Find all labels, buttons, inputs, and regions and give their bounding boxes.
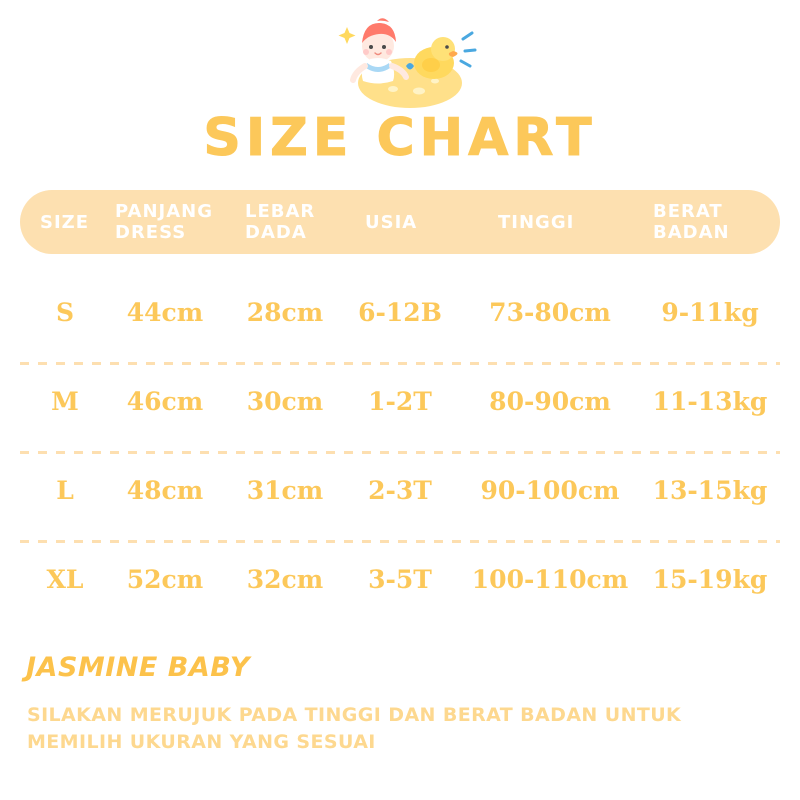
cell-tinggi: 80-90cm bbox=[489, 387, 611, 416]
table-row bbox=[20, 276, 780, 365]
cell-lebar-dada: 31cm bbox=[246, 476, 324, 505]
column-header-size bbox=[40, 212, 89, 233]
cell-berat-badan: 13-15kg bbox=[652, 476, 768, 505]
table-header-bar bbox=[20, 190, 780, 254]
column-header-usia-line1: USIA bbox=[365, 212, 418, 233]
column-header-lebar-dada-line1: LEBAR bbox=[245, 201, 316, 222]
brand-name: JASMINE BABY bbox=[26, 652, 250, 683]
cell-panjang-dress: 44cm bbox=[126, 298, 204, 327]
cell-size: L bbox=[56, 476, 74, 505]
cell-usia: 2-3T bbox=[368, 476, 432, 505]
column-header-tinggi-line1: TINGGI bbox=[498, 212, 575, 233]
cell-lebar-dada: 28cm bbox=[246, 298, 324, 327]
column-header-size-line1: SIZE bbox=[40, 212, 90, 233]
table-row bbox=[20, 543, 780, 632]
cell-usia: 3-5T bbox=[368, 565, 432, 594]
cell-lebar-dada: 32cm bbox=[246, 565, 324, 594]
cell-panjang-dress: 46cm bbox=[126, 387, 204, 416]
cell-tinggi: 90-100cm bbox=[480, 476, 620, 505]
column-header-berat-badan bbox=[653, 201, 730, 243]
cell-berat-badan: 9-11kg bbox=[661, 298, 759, 327]
cell-tinggi: 73-80cm bbox=[489, 298, 611, 327]
page-title: SIZE CHART bbox=[203, 108, 597, 168]
baby-with-duck-illustration bbox=[0, 6, 800, 111]
column-header-lebar-dada bbox=[245, 201, 315, 243]
cell-usia: 6-12B bbox=[358, 298, 442, 327]
cell-tinggi: 100-110cm bbox=[471, 565, 629, 594]
table-row bbox=[20, 454, 780, 543]
column-header-panjang-dress bbox=[115, 201, 213, 243]
cell-berat-badan: 11-13kg bbox=[652, 387, 768, 416]
cell-usia: 1-2T bbox=[368, 387, 432, 416]
column-header-panjang-dress-line1: PANJANG bbox=[115, 201, 214, 222]
column-header-panjang-dress-line2: DRESS bbox=[115, 222, 187, 243]
cell-lebar-dada: 30cm bbox=[246, 387, 324, 416]
cell-berat-badan: 15-19kg bbox=[652, 565, 768, 594]
cell-size: M bbox=[51, 387, 79, 416]
column-header-usia bbox=[365, 212, 417, 233]
cell-size: S bbox=[55, 298, 75, 327]
cell-size: XL bbox=[46, 565, 84, 594]
cell-panjang-dress: 48cm bbox=[126, 476, 204, 505]
footer-note: SILAKAN MERUJUK PADA TINGGI DAN BERAT BADAN UNTUK MEMILIH UKURAN YANG SESUAI bbox=[27, 704, 682, 753]
column-header-berat-badan-line2: BADAN bbox=[653, 222, 730, 243]
column-header-tinggi bbox=[498, 212, 574, 233]
column-header-berat-badan-line1: BERAT bbox=[653, 201, 723, 222]
size-table-body bbox=[20, 276, 780, 632]
column-header-lebar-dada-line2: DADA bbox=[245, 222, 307, 243]
table-row bbox=[20, 365, 780, 454]
cell-panjang-dress: 52cm bbox=[126, 565, 204, 594]
